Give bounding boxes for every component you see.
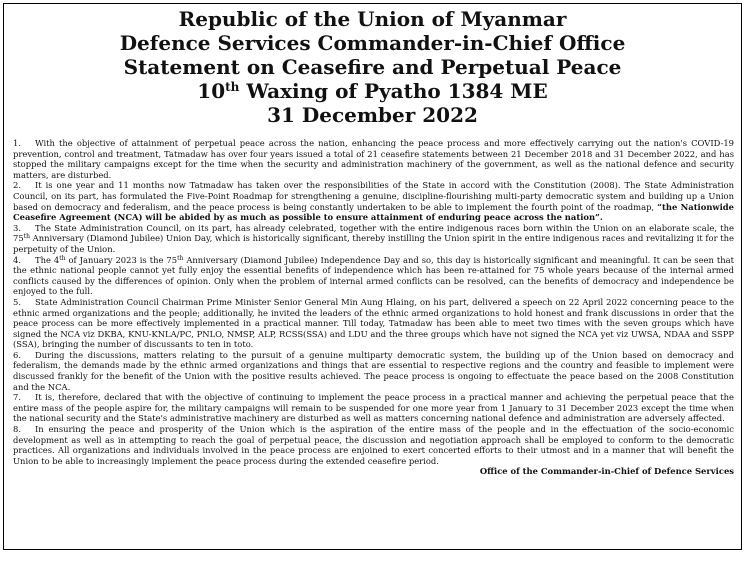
- header-myanmar-date: [4, 79, 741, 103]
- header-office: Defence Services Commander-in-Chief Office: [119, 31, 626, 55]
- paragraph-number: 8.: [13, 424, 21, 435]
- paragraph-1: [13, 138, 734, 180]
- ordinal-sup: th: [59, 254, 66, 262]
- paragraph-text: In ensuring the peace and prosperity of the Union which is the aspiration of the entire mass of the people and in the effectuation of the socio-economic development as well as in attempting to reach the goal of perpetual peace, the discussion and negotiation approach shall be employed to conform to the democratic practices. All organizations and individuals involved in the peace process are enjoined to exert concerted efforts to their utmost and in a manner that will benefit the Union to be able to increasingly implement the peace process during the extended ceasefire period.: [13, 424, 734, 466]
- paragraph-number: 6.: [13, 349, 21, 360]
- paragraph-text: Anniversary (Diamond Jubilee) Independence Day and so, this day is historically significant and meaningful. It can be seen that the ethnic national people cannot yet fully enjoy the essential benefits of independence which has been re-attained for 75 whole years because of the internal armed conflicts caused by the differences of opinion. Only when the problem of internal armed conflicts can be resolved, can the benefits of democracy and independence be enjoyed to the full.: [13, 254, 734, 297]
- paragraph-text: The 4: [35, 254, 60, 265]
- paragraph-number: 5.: [13, 296, 21, 307]
- paragraph-text: It is one year and 11 months now Tatmadaw has taken over the responsibilities of the State in accord with the Constitution (2008). The State Administration Council, on its part, has formulated the Five-Point Roadmap for strengthening a genuine, discipline-flourishing multi-party democratic system and building up a Union based on democracy and federalism, and the peace process is being constantly undertaken to be able to implement the fourth point of the roadmap,: [13, 180, 734, 212]
- paragraph-number: 1.: [13, 138, 21, 148]
- statement-header: [4, 7, 741, 127]
- ordinal-sup: th: [177, 254, 184, 262]
- date-day: 10: [197, 79, 226, 103]
- paragraph-3: [13, 223, 734, 255]
- paragraph-text: State Administration Council Chairman Prime Minister Senior General Min Aung Hlaing, on his part, delivered a speech on 22 April 2022 concerning peace to the ethnic armed organizations and the people; additionally, he invited the leaders of the ethnic armed organizations to hold honest and frank discussions in order that the peace process can be more effectively implemented in a practical manner. Till today, Tatmadaw has been able to meet two times with the seven groups which have signed the NCA viz DKBA, KNU-KNLA/PC, PNLO, NMSP, ALP, RCSS(SSA) and LDU and the three groups which have not signed the NCA yet viz UWSA, NDAA and SSPP (SSA), bringing the number of discussants to ten in toto.: [13, 296, 734, 350]
- statement-body: [13, 138, 734, 477]
- paragraph-text: Anniversary (Diamond Jubilee) Union Day, which is historically significant, thereby instilling the Union spirit in the entire indigenous races and revitalizing it for the perpetuity of the Union.: [13, 233, 734, 254]
- paragraph-8: [13, 424, 734, 466]
- paragraph-2: [13, 180, 734, 222]
- paragraph-7: [13, 392, 734, 424]
- paragraph-number: 2.: [13, 180, 21, 191]
- paragraph-bold-quote: “the Nationwide Ceasefire Agreement (NCA) will be abided by as much as possible to ensure attainment of enduring peace across the nation”.: [13, 201, 734, 223]
- signature-line: Office of the Commander-in-Chief of Defence Services: [479, 466, 734, 477]
- header-republic: Republic of the Union of Myanmar: [178, 7, 567, 31]
- paragraph-6: [13, 350, 734, 392]
- paragraph-number: 7.: [13, 392, 21, 403]
- statement-frame: [3, 3, 742, 550]
- paragraph-number: 4.: [13, 254, 21, 265]
- paragraph-text: of January 2023 is the 75: [65, 254, 178, 265]
- paragraph-number: 3.: [13, 222, 21, 233]
- paragraph-5: [13, 297, 734, 350]
- paragraph-text: With the objective of attainment of perpetual peace across the nation, enhancing the peace process and more effectively carrying out the nation's COVID-19 prevention, control and treatment, Tatmadaw has over four years issued a total of 21 ceasefire statements between 21 December 2018 and 31 December 2022, and has stopped the military campaigns except for the time when the security and administration machinery of the government, as well as the national defence and security matters, are disturbed.: [13, 138, 734, 180]
- paragraph-text: The State Administration Council, on its part, has already celebrated, together with the entire indigenous races born within the Union on an elaborate scale, the 75: [13, 222, 734, 244]
- date-rest: Waxing of Pyatho 1384 ME: [239, 79, 548, 103]
- header-statement-title: Statement on Ceasefire and Perpetual Peace: [123, 55, 622, 79]
- date-ordinal: th: [225, 80, 240, 94]
- ordinal-sup: th: [23, 233, 30, 241]
- paragraph-text: During the discussions, matters relating to the pursuit of a genuine multiparty democratic system, the building up of the Union based on democracy and federalism, the demands made by the ethnic armed organizations and things that are essential to respective regions and the country and feasible to implement were discussed frankly for the benefit of the Union with the positive results achieved. The peace process is ongoing to effectuate the peace based on the 2008 Constitution and the NCA.: [13, 349, 734, 392]
- paragraph-4: [13, 255, 734, 297]
- paragraph-text: It is, therefore, declared that with the objective of continuing to implement the peace process in a practical manner and achieving the perpetual peace that the entire mass of the people aspire for, the military campaigns will remain to be suspended for one more year from 1 January to 31 December 2023 except the time when the national security and the State's administrative machinery are disturbed as well as matters concerning national defence and administration are adversely affected.: [13, 392, 734, 424]
- header-gregorian-date: 31 December 2022: [267, 103, 478, 127]
